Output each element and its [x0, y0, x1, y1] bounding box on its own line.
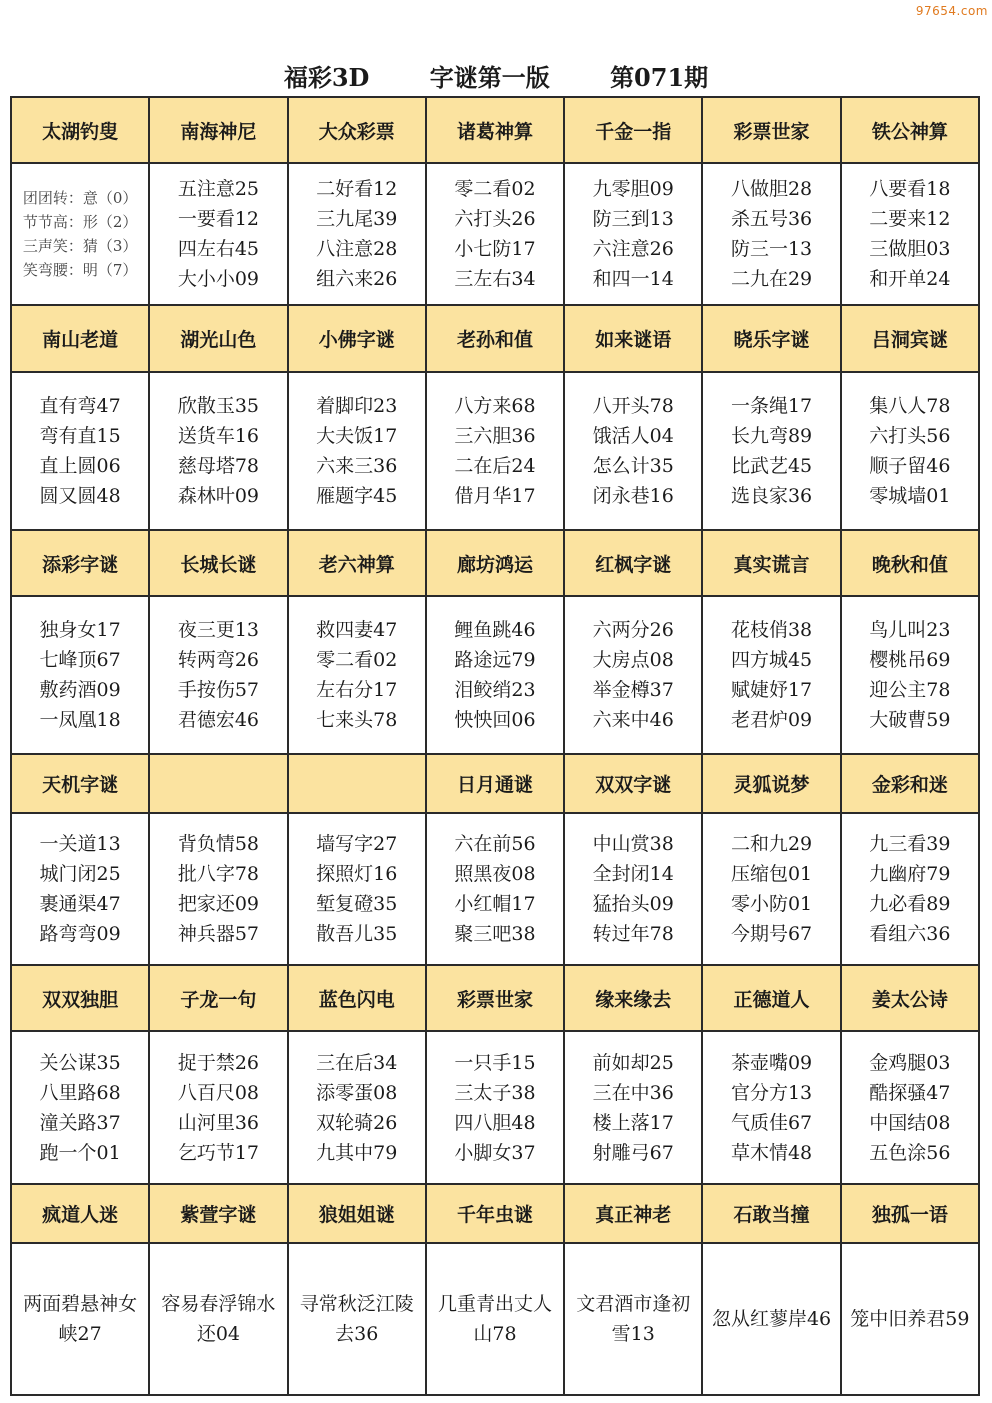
riddle-line: 六注意26: [592, 238, 674, 261]
riddle-line: 老君炉09: [730, 709, 813, 732]
riddle-line: 城门闭25: [39, 862, 121, 885]
riddle-line: 看组六36: [869, 922, 951, 945]
riddle-cell: [426, 163, 564, 305]
riddle-line: 鸟儿叫23: [869, 619, 951, 642]
riddle-line: 四左右45: [177, 238, 260, 261]
column-header: 晚秋和值: [841, 530, 979, 596]
riddle-line: 神兵器57: [177, 922, 260, 945]
column-header: 南海神尼: [149, 97, 287, 163]
riddle-line: 比武艺45: [730, 454, 813, 477]
riddle-cell: [288, 813, 426, 965]
riddle-line: 一条绳17: [730, 394, 813, 417]
riddle-cell: [702, 596, 840, 754]
column-header: 真实谎言: [702, 530, 840, 596]
riddle-line: 路途远79: [454, 649, 536, 672]
riddle-line: 零城墙01: [869, 484, 951, 507]
riddle-line: 三六胆36: [454, 424, 536, 447]
riddle-line: 八方来68: [454, 394, 536, 417]
riddle-line: 大房点08: [592, 649, 674, 672]
column-header: 狼姐姐谜: [288, 1184, 426, 1242]
riddle-line: 敷药酒09: [39, 679, 121, 702]
riddle-grid: [10, 96, 980, 1396]
riddle-cell: [11, 813, 149, 965]
riddle-line: 手按伤57: [177, 679, 260, 702]
column-header: 日月通谜: [426, 754, 564, 812]
column-header: 石敢当撞: [702, 1184, 840, 1242]
riddle-line: 小七防17: [454, 238, 536, 261]
riddle-line: 零二看02: [454, 178, 536, 201]
riddle-line: 三做胆03: [869, 238, 951, 261]
riddle-line: 今期号67: [730, 922, 813, 945]
riddle-line: 把家还09: [177, 892, 260, 915]
riddle-cell: [288, 596, 426, 754]
riddle-line: 探照灯16: [316, 862, 398, 885]
riddle-line: 八要看18: [869, 178, 951, 201]
header-row: [11, 965, 979, 1031]
riddle-line: 左右分17: [316, 679, 398, 702]
legend-cell: [11, 163, 149, 305]
riddle-line: 欣散玉35: [177, 394, 260, 417]
riddle-line: 路弯弯09: [39, 922, 121, 945]
riddle-line: 全封闭14: [592, 862, 674, 885]
riddle-line: 六打头56: [869, 424, 951, 447]
riddle-line: 六打头26: [454, 208, 536, 231]
riddle-cell: [564, 1031, 702, 1184]
riddle-line: 散吾儿35: [316, 922, 398, 945]
riddle-line: 射雕弓67: [592, 1141, 674, 1164]
riddle-line: 森林叶09: [177, 484, 260, 507]
riddle-line: 跑一个01: [39, 1141, 121, 1164]
riddle-line: 饿活人04: [592, 424, 674, 447]
riddle-line: 防三一13: [730, 238, 813, 261]
legend-line: 节节高：形（2）: [22, 213, 138, 232]
riddle-line: 选良家36: [730, 484, 813, 507]
riddle-line: 二要来12: [869, 208, 951, 231]
riddle-line: 九必看89: [869, 892, 951, 915]
column-header: [288, 754, 426, 812]
riddle-line: 三太子38: [454, 1081, 536, 1104]
riddle-line: 怎么计35: [592, 454, 674, 477]
column-header: 太湖钓叟: [11, 97, 149, 163]
riddle-line: 转过年78: [592, 922, 674, 945]
riddle-cell: [564, 813, 702, 965]
riddle-line: 关公谋35: [39, 1051, 121, 1074]
column-header: 正德道人: [702, 965, 840, 1031]
column-header: 晓乐字谜: [702, 305, 840, 371]
column-header: 铁公神算: [841, 97, 979, 163]
title-edition: 字谜第一版: [429, 63, 550, 92]
riddle-line: 七峰顶67: [39, 649, 121, 672]
riddle-line: 一凤凰18: [39, 709, 121, 732]
riddle-line: 大小小09: [177, 268, 260, 291]
riddle-line: 八做胆28: [730, 178, 813, 201]
riddle-line: 集八人78: [869, 394, 951, 417]
riddle-line: 六来中46: [592, 709, 674, 732]
riddle-cell: [11, 372, 149, 530]
column-header: 千金一指: [564, 97, 702, 163]
riddle-line: 六在前56: [454, 832, 536, 855]
riddle-line: 四八胆48: [454, 1111, 536, 1134]
poem-cell: [564, 1243, 702, 1395]
riddle-line: 聚三吧38: [454, 922, 536, 945]
riddle-line: 泪鲛绡23: [454, 679, 536, 702]
riddle-line: 双轮骑26: [316, 1111, 398, 1134]
riddle-line: 气质佳67: [730, 1111, 813, 1134]
column-header: 湖光山色: [149, 305, 287, 371]
column-header: 千年虫谜: [426, 1184, 564, 1242]
column-header: 如来谜语: [564, 305, 702, 371]
content-row: [11, 163, 979, 305]
riddle-line: 救四妻47: [316, 619, 398, 642]
poem-cell: [841, 1243, 979, 1395]
riddle-cell: [426, 813, 564, 965]
column-header: 彩票世家: [426, 965, 564, 1031]
riddle-line: 七来头78: [316, 709, 398, 732]
poem-text: 笼中旧养君59: [850, 1307, 970, 1330]
content-row: [11, 813, 979, 965]
riddle-cell: [426, 596, 564, 754]
riddle-cell: [11, 1031, 149, 1184]
header-row: [11, 754, 979, 812]
riddle-line: 八注意28: [316, 238, 398, 261]
riddle-line: 一要看12: [177, 208, 260, 231]
riddle-line: 雁题字45: [316, 484, 398, 507]
column-header: 诸葛神算: [426, 97, 564, 163]
legend-line: 三声笑：猜（3）: [22, 237, 138, 256]
content-row: [11, 1243, 979, 1395]
riddle-line: 背负情58: [177, 832, 260, 855]
riddle-line: 小脚女37: [454, 1141, 536, 1164]
riddle-line: 零小防01: [730, 892, 813, 915]
riddle-cell: [11, 596, 149, 754]
riddle-line: 四方城45: [730, 649, 813, 672]
poem-text: 几重青出丈人山78: [437, 1292, 552, 1345]
riddle-cell: [841, 813, 979, 965]
riddle-line: 樱桃吊69: [869, 649, 951, 672]
riddle-line: 鲤鱼跳46: [454, 619, 536, 642]
riddle-line: 三左右34: [454, 268, 536, 291]
poem-cell: [288, 1243, 426, 1395]
riddle-line: 组六来26: [316, 268, 398, 291]
riddle-line: 着脚印23: [316, 394, 398, 417]
riddle-cell: [149, 596, 287, 754]
column-header: 老孙和值: [426, 305, 564, 371]
riddle-line: 二和九29: [730, 832, 813, 855]
riddle-line: 慈母塔78: [177, 454, 260, 477]
column-header: 红枫字谜: [564, 530, 702, 596]
legend-line: 笑弯腰：明（7）: [22, 261, 138, 280]
riddle-cell: [841, 596, 979, 754]
riddle-line: 草木情48: [730, 1141, 813, 1164]
riddle-line: 防三到13: [592, 208, 674, 231]
riddle-cell: [841, 372, 979, 530]
riddle-cell: [149, 163, 287, 305]
riddle-cell: [564, 372, 702, 530]
riddle-line: 弯有直15: [39, 424, 121, 447]
riddle-line: 大破曹59: [869, 709, 951, 732]
riddle-cell: [841, 1031, 979, 1184]
riddle-cell: [702, 163, 840, 305]
riddle-cell: [426, 1031, 564, 1184]
title-lottery: 福彩3D: [283, 63, 370, 92]
riddle-line: 中山赏38: [592, 832, 674, 855]
riddle-line: 墙写字27: [316, 832, 398, 855]
riddle-line: 和开单24: [869, 268, 951, 291]
content-row: [11, 596, 979, 754]
riddle-line: 六来三36: [316, 454, 398, 477]
riddle-line: 一只手15: [454, 1051, 536, 1074]
riddle-line: 裹通渠47: [39, 892, 121, 915]
riddle-line: 八百尺08: [177, 1081, 260, 1104]
riddle-line: 压缩包01: [730, 862, 813, 885]
riddle-line: 二好看12: [316, 178, 398, 201]
column-header: 紫萱字谜: [149, 1184, 287, 1242]
riddle-line: 顺子留46: [869, 454, 951, 477]
column-header: 真正神老: [564, 1184, 702, 1242]
column-header: 双双独胆: [11, 965, 149, 1031]
riddle-line: 二在后24: [454, 454, 536, 477]
riddle-line: 添零蛋08: [316, 1081, 398, 1104]
poem-cell: [11, 1243, 149, 1395]
riddle-line: 小红帽17: [454, 892, 536, 915]
riddle-line: 赋婕妤17: [730, 679, 813, 702]
riddle-line: 金鸡腿03: [869, 1051, 951, 1074]
column-header: 双双字谜: [564, 754, 702, 812]
riddle-line: 迎公主78: [869, 679, 951, 702]
riddle-line: 独身女17: [39, 619, 121, 642]
riddle-line: 三在后34: [316, 1051, 398, 1074]
column-header: 独孤一语: [841, 1184, 979, 1242]
riddle-cell: [702, 372, 840, 530]
column-header: 长城长谜: [149, 530, 287, 596]
riddle-line: 八里路68: [39, 1081, 121, 1104]
column-header: 金彩和迷: [841, 754, 979, 812]
column-header: 姜太公诗: [841, 965, 979, 1031]
poem-cell: [149, 1243, 287, 1395]
riddle-cell: [841, 163, 979, 305]
riddle-line: 一关道13: [39, 832, 121, 855]
riddle-cell: [288, 1031, 426, 1184]
column-header: 添彩字谜: [11, 530, 149, 596]
column-header: 缘来缘去: [564, 965, 702, 1031]
column-header: 小佛字谜: [288, 305, 426, 371]
riddle-line: 二九在29: [730, 268, 813, 291]
riddle-cell: [426, 372, 564, 530]
riddle-line: 酷探骚47: [869, 1081, 951, 1104]
riddle-line: 举金樽37: [592, 679, 674, 702]
content-row: [11, 1031, 979, 1184]
legend-line: 团团转：意（0）: [22, 189, 138, 208]
column-header: 天机字谜: [11, 754, 149, 812]
riddle-line: 潼关路37: [39, 1111, 121, 1134]
poem-text: 寻常秋泛江陵去36: [299, 1292, 414, 1345]
riddle-line: 六两分26: [592, 619, 674, 642]
riddle-line: 八开头78: [592, 394, 674, 417]
title-issue: 第071期: [610, 63, 709, 92]
poem-text: 两面碧悬神女峡27: [23, 1292, 138, 1345]
riddle-line: 前如却25: [592, 1051, 674, 1074]
column-header: 彩票世家: [702, 97, 840, 163]
riddle-line: 借月华17: [454, 484, 536, 507]
riddle-line: 杀五号36: [730, 208, 813, 231]
riddle-line: 和四一14: [592, 268, 674, 291]
riddle-line: 直有弯47: [39, 394, 121, 417]
content-row: [11, 372, 979, 530]
riddle-line: 九零胆09: [592, 178, 674, 201]
riddle-line: 三在中36: [592, 1081, 674, 1104]
column-header: 南山老道: [11, 305, 149, 371]
poem-text: 容易春浮锦水还04: [161, 1292, 276, 1345]
riddle-line: 照黑夜08: [454, 862, 536, 885]
riddle-line: 零二看02: [316, 649, 398, 672]
riddle-line: 夜三更13: [177, 619, 260, 642]
column-header: 老六神算: [288, 530, 426, 596]
riddle-line: 圆又圆48: [39, 484, 121, 507]
riddle-cell: [702, 813, 840, 965]
riddle-line: 怏怏回06: [454, 709, 536, 732]
riddle-line: 批八字78: [177, 862, 260, 885]
riddle-line: 堑复磴35: [316, 892, 398, 915]
riddle-cell: [564, 596, 702, 754]
riddle-line: 楼上落17: [592, 1111, 674, 1134]
riddle-line: 茶壶嘴09: [730, 1051, 813, 1074]
poem-cell: [426, 1243, 564, 1395]
riddle-line: 九幽府79: [869, 862, 951, 885]
riddle-line: 花枝俏38: [730, 619, 813, 642]
column-header: 疯道人迷: [11, 1184, 149, 1242]
riddle-line: 送货车16: [177, 424, 260, 447]
riddle-line: 猛抬头09: [592, 892, 674, 915]
poem-text: 忽从红蓼岸46: [711, 1307, 832, 1330]
riddle-line: 中国结08: [869, 1111, 951, 1134]
riddle-line: 九三看39: [869, 832, 951, 855]
riddle-cell: [702, 1031, 840, 1184]
riddle-line: 捉于禁26: [177, 1051, 260, 1074]
riddle-line: 三九尾39: [316, 208, 398, 231]
riddle-line: 五注意25: [177, 178, 260, 201]
column-header: 灵狐说梦: [702, 754, 840, 812]
riddle-cell: [149, 813, 287, 965]
riddle-line: 君德宏46: [177, 709, 260, 732]
header-row: [11, 1184, 979, 1242]
riddle-line: 九其中79: [316, 1141, 398, 1164]
column-header: 蓝色闪电: [288, 965, 426, 1031]
page-title: [0, 58, 992, 90]
header-row: [11, 305, 979, 371]
column-header: 子龙一句: [149, 965, 287, 1031]
column-header: [149, 754, 287, 812]
column-header: 吕洞宾谜: [841, 305, 979, 371]
riddle-line: 转两弯26: [177, 649, 260, 672]
riddle-line: 直上圆06: [39, 454, 121, 477]
column-header: 大众彩票: [288, 97, 426, 163]
poem-cell: [702, 1243, 840, 1395]
site-watermark: 97654.com: [915, 4, 988, 18]
riddle-cell: [288, 372, 426, 530]
riddle-line: 闭永巷16: [592, 484, 674, 507]
riddle-cell: [288, 163, 426, 305]
riddle-line: 山河里36: [177, 1111, 260, 1134]
riddle-line: 官分方13: [730, 1081, 813, 1104]
header-row: [11, 97, 979, 163]
riddle-cell: [149, 1031, 287, 1184]
riddle-line: 乞巧节17: [177, 1141, 260, 1164]
riddle-line: 五色涂56: [869, 1141, 951, 1164]
riddle-cell: [149, 372, 287, 530]
poem-text: 文君酒市逢初雪13: [576, 1292, 691, 1345]
column-header: 廊坊鸿运: [426, 530, 564, 596]
riddle-line: 长九弯89: [730, 424, 813, 447]
riddle-cell: [564, 163, 702, 305]
header-row: [11, 530, 979, 596]
riddle-line: 大夫饭17: [316, 424, 398, 447]
